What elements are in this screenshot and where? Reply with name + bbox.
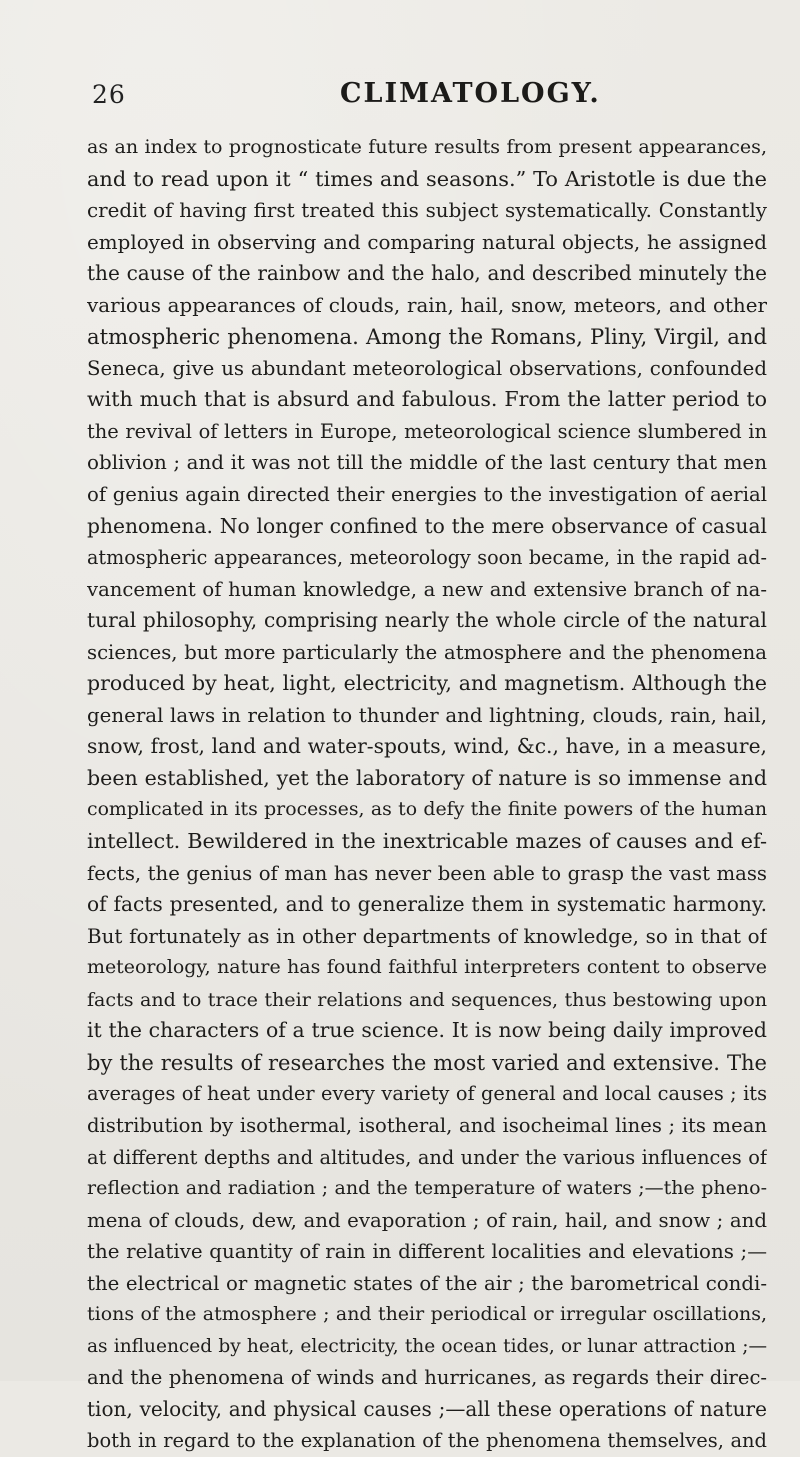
text-line: meteorology, nature has found faithful interpreters content to observe	[87, 956, 767, 979]
text-line: the revival of letters in Europe, meteorological science slumbered in	[87, 419, 767, 443]
text-line: as influenced by heat, electricity, the ocean tides, or lunar attraction ;—	[87, 1335, 767, 1357]
page-number: 26	[92, 80, 126, 109]
text-line: oblivion ; and it was not till the middle of the last century that men	[87, 451, 767, 475]
text-line: of facts presented, and to generalize them in systematic harmony.	[87, 892, 767, 917]
text-line: fects, the genius of man has never been able to grasp the vast mass	[87, 861, 767, 885]
text-line: atmospheric phenomena. Among the Romans, Pliny, Virgil, and	[87, 324, 767, 350]
text-line: the relative quantity of rain in different localities and elevations ;—	[87, 1240, 767, 1264]
text-line: been established, yet the laboratory of nature is so immense and	[87, 765, 767, 790]
text-line: with much that is absurd and fabulous. From the latter period to	[87, 387, 767, 412]
text-line: and the phenomena of winds and hurricanes, as regards their direc-	[87, 1366, 767, 1390]
text-line: the cause of the rainbow and the halo, and described minutely the	[87, 261, 767, 286]
text-line: distribution by isothermal, isotheral, and isocheimal lines ; its mean	[87, 1113, 767, 1137]
text-line: reflection and radiation ; and the temperature of waters ;—the pheno-	[87, 1177, 767, 1200]
text-line: general laws in relation to thunder and lightning, clouds, rain, hail,	[87, 703, 767, 727]
text-line: Seneca, give us abundant meteorological observations, confounded	[87, 356, 767, 380]
text-line: mena of clouds, dew, and evaporation ; of rain, hail, and snow ; and	[87, 1208, 767, 1232]
text-line: it the characters of a true science. It is now being daily improved	[87, 1018, 767, 1043]
text-line: credit of having first treated this subject systematically. Constantly	[87, 199, 767, 223]
text-line: intellect. Bewildered in the inextricable mazes of causes and ef-	[87, 829, 767, 854]
text-line: of genius again directed their energies to the investigation of aerial	[87, 483, 767, 507]
text-line: snow, frost, land and water-spouts, wind, &c., have, in a measure,	[87, 734, 767, 759]
text-line: employed in observing and comparing natural objects, he assigned	[87, 230, 767, 254]
text-line: tion, velocity, and physical causes ;—all these operations of nature	[87, 1396, 767, 1421]
text-line: facts and to trace their relations and sequences, thus bestowing upon	[87, 987, 767, 1011]
text-line: as an index to prognosticate future results from present appearances,	[87, 136, 767, 158]
text-line: vancement of human knowledge, a new and extensive branch of na-	[87, 577, 767, 601]
text-line: by the results of researches the most varied and extensive. The	[87, 1049, 767, 1075]
text-line: complicated in its processes, as to defy the finite powers of the human	[87, 798, 767, 821]
text-line: both in regard to the explanation of the phenomena themselves, and	[87, 1429, 767, 1453]
text-line: tions of the atmosphere ; and their periodical or irregular oscillations,	[87, 1303, 767, 1326]
page-header	[0, 76, 800, 116]
text-line: tural philosophy, comprising nearly the whole circle of the natural	[87, 608, 767, 633]
text-line: sciences, but more particularly the atmosphere and the phenomena	[87, 640, 767, 664]
body-text	[87, 132, 767, 1457]
running-head-title: CLIMATOLOGY.	[340, 78, 601, 109]
text-line: produced by heat, light, electricity, and magnetism. Although the	[87, 671, 767, 696]
text-line: averages of heat under every variety of general and local causes ; its	[87, 1082, 767, 1106]
text-line: the electrical or magnetic states of the air ; the barometrical condi-	[87, 1271, 767, 1295]
text-line: at different depths and altitudes, and under the various influences of	[87, 1145, 767, 1169]
text-line: various appearances of clouds, rain, hail, snow, meteors, and other	[87, 293, 767, 317]
text-line: But fortunately as in other departments of knowledge, so in that of	[87, 924, 767, 948]
text-line: atmospheric appearances, meteorology soon became, in the rapid ad-	[87, 546, 767, 570]
text-line: phenomena. No longer confined to the mere observance of casual	[87, 513, 767, 538]
text-line: and to read upon it “ times and seasons.” To Aristotle is due the	[87, 166, 767, 191]
